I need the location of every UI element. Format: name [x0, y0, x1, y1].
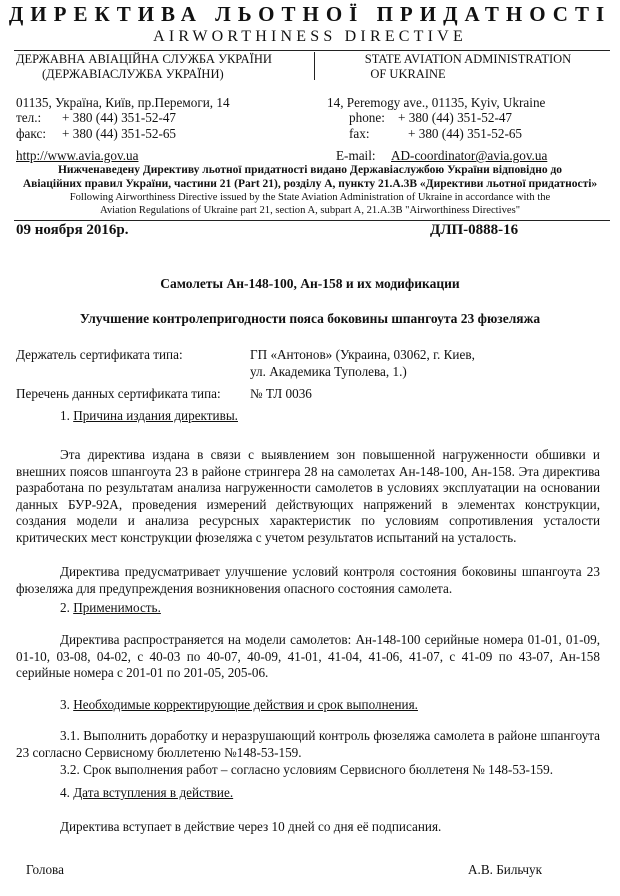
directive-number: ДЛП-0888-16: [430, 222, 519, 238]
tcds-label: Перечень данных сертификата типа:: [16, 386, 221, 401]
title-ukrainian: ДИРЕКТИВА ЛЬОТНОЇ ПРИДАТНОСТІ: [8, 2, 612, 26]
org-name-ua: ДЕРЖАВНА АВІАЦІЙНА СЛУЖБА УКРАЇНИ: [16, 52, 272, 66]
section-title: Применимость.: [73, 600, 161, 615]
issued-statement-en-1: Following Airworthiness Directive issued by the State Aviation Administration of Ukraine in accordance with the: [69, 192, 551, 203]
section-number: 4.: [60, 785, 70, 800]
tcds-value: № ТЛ 0036: [250, 386, 312, 401]
fax-ua: + 380 (44) 351-52-65: [62, 126, 177, 141]
email-link[interactable]: AD-coordinator@avia.gov.ua: [391, 148, 548, 163]
section-heading-3: [60, 697, 418, 713]
section-number: 1.: [60, 408, 70, 423]
holder-label: Держатель сертификата типа:: [16, 347, 183, 362]
tel-label-ua: тел.:: [16, 110, 42, 125]
signature-role: Голова: [26, 862, 64, 877]
org-abbrev-ua: (ДЕРЖАВІАСЛУЖБА УКРАЇНИ): [42, 67, 224, 81]
signature-name: А.В. Бильчук: [468, 862, 543, 877]
section-1-paragraph-2: Директива предусматривает улучшение условий контроля состояния боковины шпангоута 23 фюзеляжа для предупреждения возникновения опасного состояния самолета.: [16, 564, 600, 596]
title-english: AIRWORTHINESS DIRECTIVE: [153, 28, 467, 45]
section-3-item-2: 3.2. Срок выполнения работ – согласно условиям Сервисного бюллетеня № 148-53-159.: [60, 762, 554, 777]
subject: Самолеты Ан-148-100, Ан-158 и их модификации: [160, 276, 460, 291]
phone-label-en: phone:: [349, 110, 385, 125]
section-heading-2: [60, 600, 161, 616]
fax-label-ua: факс:: [16, 126, 46, 141]
section-number: 2.: [60, 600, 70, 615]
directive-date: 09 ноября 2016р.: [16, 222, 129, 238]
fax-label-en: fax:: [349, 126, 370, 141]
section-heading-4: [60, 785, 233, 801]
section-number: 3.: [60, 697, 70, 712]
org-name-en-line2: OF UKRAINE: [370, 67, 446, 81]
section-1-paragraph-1: Эта директива издана в связи с выявлением зон повышенной нагруженности обшивки и внешних поясов шпангоута 23 в районе стрингера 28 на самолетах Ан-148-100, Ан-158. Эта директива разработана по результатам анализа нагруженности самолетов в условиях эксплуатации на основании данных БУР-92А, проведения измерений действующих напряжений в элементах конструкции, создания модели и анализа ресурсных характеристик по условиям сопротивления усталости критических мест конструкции фюзеляжа с учетом результатов испытаний на усталость.: [16, 447, 600, 545]
fax-en: + 380 (44) 351-52-65: [408, 126, 523, 141]
section-title: Необходимые корректирующие действия и срок выполнения.: [73, 697, 418, 712]
phone-en: + 380 (44) 351-52-47: [398, 110, 513, 125]
header-divider: [14, 50, 610, 51]
section-heading-1: [60, 408, 238, 424]
issued-divider: [14, 220, 610, 221]
header-column-divider: [314, 52, 315, 80]
address-en: 14, Peremogy ave., 01135, Kyiv, Ukraine: [327, 95, 546, 110]
org-name-en: STATE AVIATION ADMINISTRATION: [364, 52, 572, 66]
section-title: Причина издания директивы.: [73, 408, 238, 423]
issued-statement-ua-1: Нижченаведену Директиву льотної придатності видано Державіаслужбою України відповідно до: [57, 164, 563, 176]
email-label: E-mail:: [336, 148, 376, 163]
section-2-paragraph: Директива распространяется на модели самолетов: Ан-148-100 серийные номера 01-01, 01-09, 01-10, 03-08, 04-02, с 40-03 по 40-07, 40-09, 41-01, 41-04, 41-06, 41-07, с 41-09 по 43-07, Ан-158 серийные номера с 201-01 по 201-05, 205-06.: [16, 632, 600, 681]
issued-statement-ua-2: Авіаційних правил України, частини 21 (Part 21), розділу А, пункту 21.A.3B «Директиви льотної придатності»: [22, 178, 598, 190]
website-link[interactable]: http://www.avia.gov.ua: [16, 148, 139, 163]
holder-line1: ГП «Антонов» (Украина, 03062, г. Киев,: [250, 347, 475, 362]
issued-statement-en-2: Aviation Regulations of Ukraine part 21, section A, subpart A, 21.A.3B "Airworthiness Directives": [99, 205, 521, 216]
holder-line2: ул. Академика Туполева, 1.): [250, 364, 407, 379]
section-title: Дата вступления в действие.: [73, 785, 234, 800]
address-ua: 01135, Україна, Київ, пр.Перемоги, 14: [16, 95, 230, 110]
directive-title: Улучшение контролепригодности пояса боковины шпангоута 23 фюзеляжа: [79, 311, 541, 326]
tel-ua: + 380 (44) 351-52-47: [62, 110, 177, 125]
section-4-paragraph: Директива вступает в действие через 10 дней со дня её подписания.: [60, 819, 442, 834]
section-3-item-1: 3.1. Выполнить доработку и неразрушающий контроль фюзеляжа самолета в районе шпангоута 23 согласно Сервисному бюллетеню №148-53-159.: [16, 728, 600, 760]
